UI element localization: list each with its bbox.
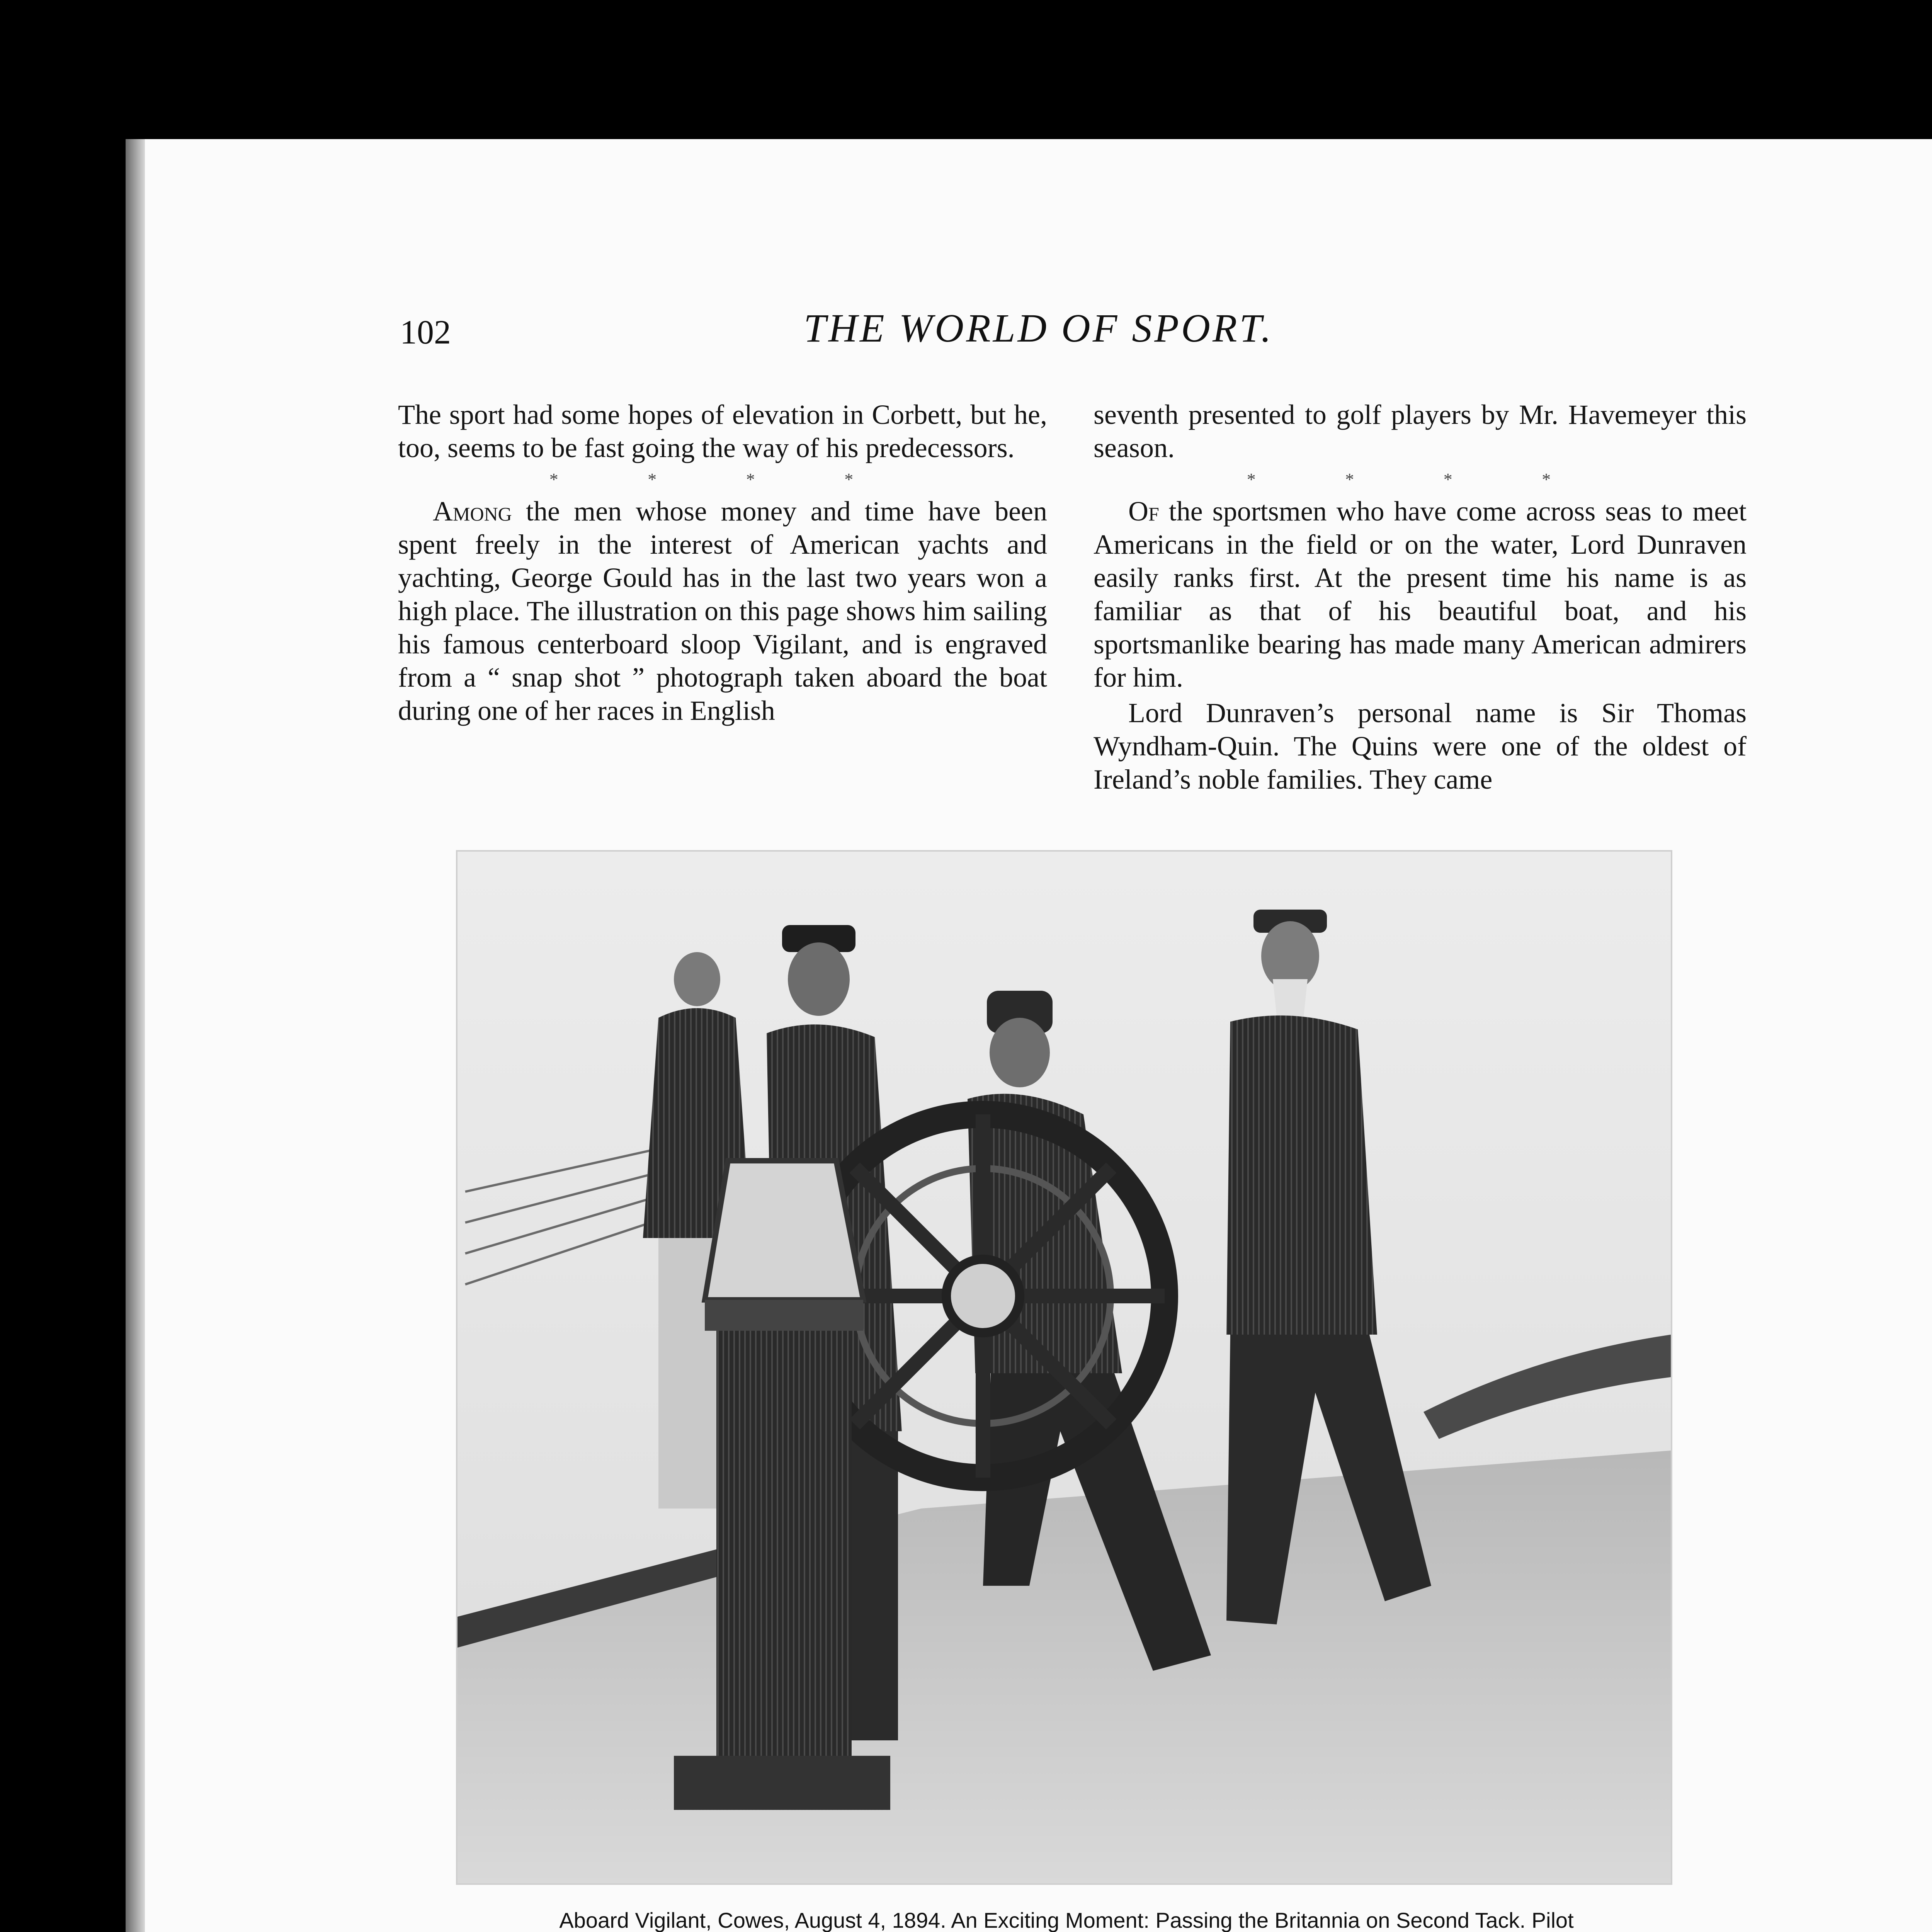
paragraph-havemeyer: seventh presented to golf players by Mr. Havemeyer this season. — [1094, 399, 1747, 463]
page-gutter-shadow — [126, 139, 145, 1932]
lead-word: Of — [1128, 496, 1159, 527]
top-left-column — [398, 398, 1047, 727]
section-divider: * * * * — [1247, 469, 1594, 489]
paragraph-gould: Among the men whose money and time have been spent freely in the interest of American yachts and yachting, George Gould has in the last two years won a high place. The illustration on this page shows him sailing his famous centerboard sloop Vigilant, and is engraved from a “ snap shot ” photograph taken aboard the boat during one of her races in English — [398, 496, 1047, 726]
paragraph-dunraven-intro: Of the sportsmen who have come across seas to meet Americans in the field or on the water, Lord Dunraven easily ranks first. At the present time his name is as familiar as that of his beautiful boat, and his sportsmanlike bearing has made many American admirers for him. — [1094, 496, 1747, 693]
running-head-title: THE WORLD OF SPORT. — [804, 306, 1274, 350]
photo-illustration — [457, 852, 1671, 1883]
photograph-aboard-vigilant — [456, 850, 1672, 1885]
section-divider: * * * * — [549, 469, 896, 489]
photo-caption — [444, 1905, 1689, 1932]
lead-word: Among — [433, 496, 512, 527]
page-number: 102 — [400, 314, 451, 351]
caption-line-1: Aboard Vigilant, Cowes, August 4, 1894. An Exciting Moment: Passing the Britannia on Second Tack. Pilot — [559, 1908, 1574, 1932]
paragraph-dunraven-name: Lord Dunraven’s personal name is Sir Thomas Wyndham-Quin. The Quins were one of the oldest of Ireland’s noble families. They came — [1094, 697, 1747, 795]
paragraph-corbett: The sport had some hopes of elevation in Corbett, but he, too, seems to be fast going the way of his predecessors. — [398, 399, 1047, 463]
top-right-column — [1094, 398, 1747, 796]
